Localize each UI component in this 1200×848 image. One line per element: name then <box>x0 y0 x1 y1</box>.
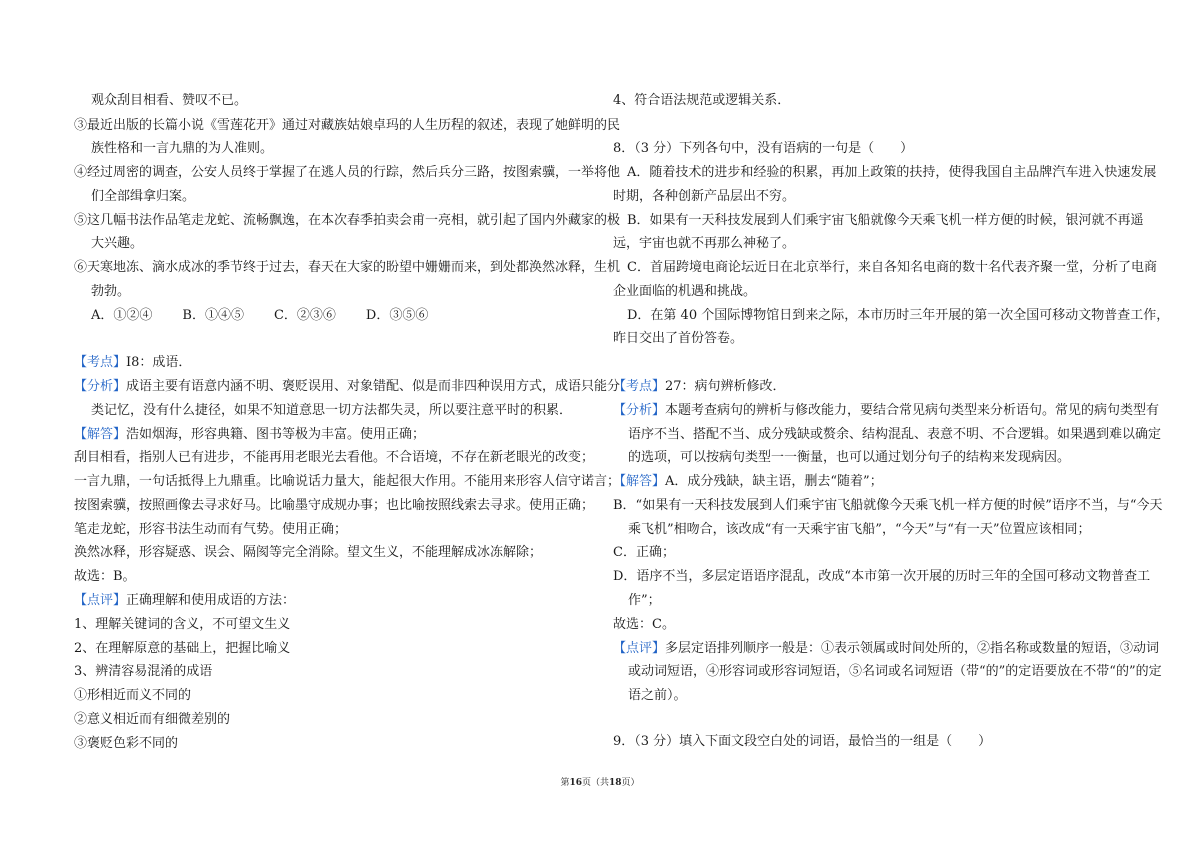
q7-dianping-line7: ③褒贬色彩不同的 <box>74 736 179 751</box>
q8-jieda-d-line1: D．语序不当，多层定语语序混乱，改成“本市第一次开展的历时三年的全国可移动文物普查工 <box>613 569 1151 584</box>
q7-kaodian <box>74 354 191 372</box>
q8-dianping-line1 <box>613 640 1159 658</box>
q7-option-c: C．②③⑥ <box>273 308 336 323</box>
footer-page-number: 16 <box>569 778 582 788</box>
q7-jieda-line6: 涣然冰释，形容疑惑、误会、隔阂等完全消除。望文生义，不能理解成冰冻解除； <box>74 545 543 560</box>
q7-option-b: B．①④⑤ <box>182 308 244 323</box>
q8-jieda-line1 <box>613 473 883 491</box>
q8-jieda-c: C．正确； <box>613 545 675 560</box>
q7-dianping-line5: ①形相近而义不同的 <box>74 688 192 703</box>
q8-jieda-b-line1: B．“如果有一天科技发展到人们乘宇宙飞船就像今天乘飞机一样方便的时候”语序不当，与“今天 <box>613 498 1163 513</box>
q7-options <box>91 307 458 325</box>
q8-option-a-line2: 时期，各种创新产品层出不穷。 <box>613 189 796 204</box>
q8-jieda-b-line2: 乘飞机”相吻合，该改成“有一天乘宇宙飞船”，“今天”与“有一天”位置应该相同； <box>628 522 1091 537</box>
q7-item3-line2: 族性格和一言九鼎的为人准则。 <box>91 141 274 156</box>
q7-item6-line2: 勃勃。 <box>91 284 131 299</box>
q8-option-d-line1: D．在第 40 个国际博物馆日到来之际，本市历时三年开展的第一次全国可移动文物普查工作， <box>627 308 1170 323</box>
q8-jieda-d-line2: 作”； <box>628 593 661 608</box>
dianping-tag: 【点评】 <box>613 641 666 656</box>
q8-kaodian <box>613 378 786 396</box>
kaodian-text: 27：病句辨析修改． <box>665 379 786 394</box>
fenxi-text: 本题考查病句的辨析与修改能力，要结合常见病句类型来分析语句。常见的病句类型有 <box>665 403 1160 418</box>
q8-stem: 8．（3 分）下列各句中，没有语病的一句是（ ） <box>613 141 914 156</box>
q7-jieda-line2: 刮目相看，指别人已有进步，不能再用老眼光去看他。不合语境，不存在新老眼光的改变； <box>74 450 595 465</box>
q7-tail: 4、符合语法规范或逻辑关系． <box>613 93 791 108</box>
dianping-text: 正确理解和使用成语的方法： <box>126 593 296 608</box>
q8-jieda-end: 故选：C。 <box>613 617 675 632</box>
q7-option-d: D．③⑤⑥ <box>365 308 429 323</box>
q7-dianping-line2: 1、理解关键词的含义，不可望文生义 <box>74 617 291 632</box>
q7-jieda-line3: 一言九鼎，一句话抵得上九鼎重。比喻说话力量大，能起很大作用。不能用来形容人信守诺言； <box>74 474 621 489</box>
footer-post: 页） <box>621 778 640 788</box>
q8-option-b-line2: 远，宇宙也就不再那么神秘了。 <box>613 236 796 251</box>
q7-jieda-line4: 按图索骥，按照画像去寻求好马。比喻墨守成规办事；也比喻按照线索去寻求。使用正确； <box>74 498 595 513</box>
q8-option-c-line2: 企业面临的机遇和挑战。 <box>613 284 757 299</box>
footer-pre: 第 <box>560 778 570 788</box>
q8-fenxi-line3: 的选项，可以按病句类型一一衡量，也可以通过划分句子的结构来发现病因。 <box>628 450 1071 465</box>
q7-item4-line2: 们全部缉拿归案。 <box>91 189 196 204</box>
fenxi-tag: 【分析】 <box>613 403 666 418</box>
q7-item6-line1: ⑥天寒地冻、滴水成冰的季节终于过去，春天在大家的盼望中姗姗而来，到处都涣然冰释，生机 <box>74 260 621 275</box>
page-footer <box>0 775 1200 788</box>
footer-total-pages: 18 <box>609 778 622 788</box>
q7-jieda-line5: 笔走龙蛇，形容书法生动而有气势。使用正确； <box>74 522 348 537</box>
q7-fenxi-line1 <box>74 378 620 396</box>
q7-item3-line1: ③最近出版的长篇小说《雪莲花开》通过对藏族姑娘卓玛的人生历程的叙述，表现了她鲜明的民 <box>74 118 621 133</box>
q7-fenxi-line2: 类记忆，没有什么捷径，如果不知道意思一切方法都失灵，所以要注意平时的积累． <box>91 403 573 418</box>
jieda-tag: 【解答】 <box>613 474 666 489</box>
q7-option-a: A．①②④ <box>91 308 153 323</box>
dianping-text: 多层定语排列顺序一般是：①表示领属或时间处所的，②指名称或数量的短语，③动词 <box>665 641 1160 656</box>
footer-mid: 页（共 <box>581 778 609 788</box>
jieda-a: A．成分残缺，缺主语，删去“随着”； <box>665 474 883 489</box>
q8-dianping-line3: 语之前）。 <box>628 688 687 703</box>
fenxi-text: 成语主要有语意内涵不明、褒贬误用、对象错配、似是而非四种误用方式，成语只能分 <box>126 379 621 394</box>
kaodian-tag: 【考点】 <box>613 379 666 394</box>
kaodian-text: I8：成语． <box>126 355 192 370</box>
q8-option-c-line1: C．首届跨境电商论坛近日在北京举行，来自各知名电商的数十名代表齐聚一堂，分析了电商 <box>627 260 1157 275</box>
q7-dianping-line1 <box>74 592 295 610</box>
q7-item4-line1: ④经过周密的调查，公安人员终于掌握了在逃人员的行踪，然后兵分三路，按图索骥，一举将他 <box>74 165 621 180</box>
q7-jieda-line7: 故选：B。 <box>74 569 136 584</box>
q7-item5-line1: ⑤这几幅书法作品笔走龙蛇、流畅飘逸，在本次春季拍卖会甫一亮相，就引起了国内外藏家的极 <box>74 213 621 228</box>
kaodian-tag: 【考点】 <box>74 355 127 370</box>
q7-jieda-line1 <box>74 426 425 444</box>
q7-item1-cont: 观众刮目相看、赞叹不已。 <box>91 93 248 108</box>
q8-fenxi-line2: 语序不当、搭配不当、成分残缺或赘余、结构混乱、表意不明、不合逻辑。如果遇到难以确定 <box>628 427 1162 442</box>
q8-fenxi-line1 <box>613 402 1159 420</box>
jieda-tag: 【解答】 <box>74 427 127 442</box>
q8-option-d-line2: 昨日交出了首份答卷。 <box>613 331 744 346</box>
q8-option-a-line1: A．随着技术的进步和经验的积累，再加上政策的扶持，使得我国自主品牌汽车进入快速发展 <box>627 165 1157 180</box>
fenxi-tag: 【分析】 <box>74 379 127 394</box>
q7-dianping-line3: 2、在理解原意的基础上，把握比喻义 <box>74 641 291 656</box>
q9-stem: 9．（3 分）填入下面文段空白处的词语，最恰当的一组是（ ） <box>613 734 992 749</box>
q7-item5-line2: 大兴趣。 <box>91 236 144 251</box>
q8-dianping-line2: 或动词短语，④形容词或形容词短语，⑤名词或名词短语（带“的”的定语要放在不带“的”的定 <box>628 664 1162 679</box>
q7-dianping-line6: ②意义相近而有细微差别的 <box>74 712 231 727</box>
dianping-tag: 【点评】 <box>74 593 127 608</box>
q7-dianping-line4: 3、辨清容易混淆的成语 <box>74 664 213 679</box>
q8-option-b-line1: B．如果有一天科技发展到人们乘宇宙飞船就像今天乘飞机一样方便的时候，银河就不再遥 <box>627 213 1144 228</box>
jieda-text: 浩如烟海，形容典籍、图书等极为丰富。使用正确； <box>126 427 426 442</box>
